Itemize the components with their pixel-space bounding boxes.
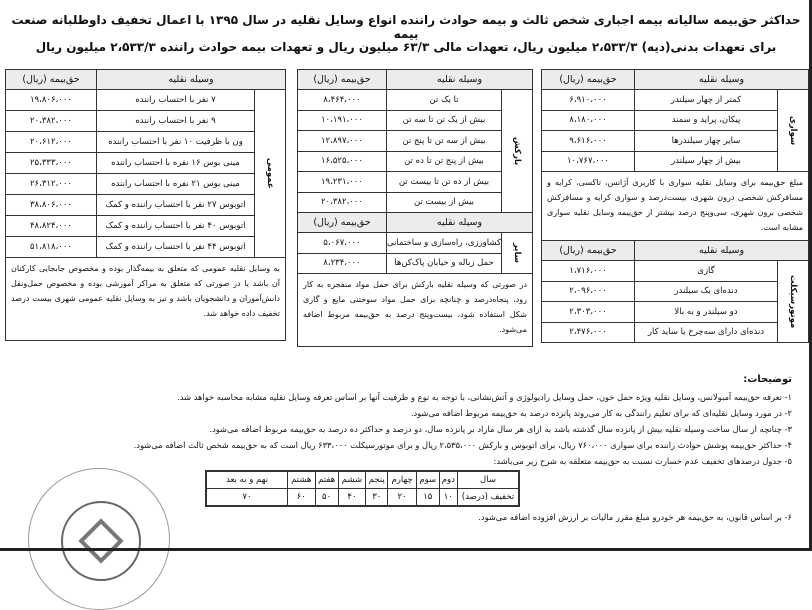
- premium-cell: ۳۸،۸۰۶،۰۰۰: [6, 195, 97, 216]
- premium-cell: ۱۶،۵۲۵،۰۰۰: [298, 151, 387, 172]
- table-row: [6, 237, 286, 258]
- column-header-premium: حق‌بیمه (ریال): [542, 70, 635, 90]
- discount-value: ۵۰: [315, 489, 338, 507]
- year-header: ششم: [338, 471, 366, 489]
- group-label: موتورسیکلت: [778, 261, 809, 343]
- premium-cell: ۱۹،۲۳۱،۰۰۰: [298, 172, 387, 193]
- premium-cell: ۲۶،۳۱۲،۰۰۰: [6, 174, 97, 195]
- group-label: سواری: [778, 90, 809, 172]
- column-header-vehicle: وسیله نقلیه: [635, 70, 809, 90]
- table-row: [6, 132, 286, 153]
- table-row: [542, 261, 809, 282]
- year-header: نهم و به بعد: [206, 471, 288, 489]
- premium-cell: ۲۵،۳۳۳،۰۰۰: [6, 153, 97, 174]
- note-item-5: ۵- جدول درصدهای تخفیف عدم خسارت نسبت به حق‌بیمه متعلقه به شرح زیر می‌باشد:: [493, 456, 792, 466]
- vehicle-cell: بیش از یک تن تا سه تن: [387, 110, 502, 131]
- table-row: [6, 153, 286, 174]
- discount-value: ۶۰: [288, 489, 316, 507]
- premium-cell: ۸،۴۶۴،۰۰۰: [298, 90, 387, 111]
- vehicle-cell: دنده‌ای دارای سه‌چرخ یا ساید کار: [635, 322, 778, 343]
- vehicle-cell: کشاورزی، راه‌سازی و ساختمانی: [387, 233, 502, 254]
- title-line-2: برای تعهدات بدنی(دیه) ۲،۵۳۳/۳ میلیون ریال، تعهدات مالی ۶۳/۳ میلیون ریال و تعهدات بیمه حوادث راننده ۲،۵۳۳/۳ میلیون ریال: [35, 40, 777, 54]
- table-row: [6, 90, 286, 111]
- vehicle-cell: اتوبوس ۴۴ نفر با احتساب راننده و کمک: [97, 237, 255, 258]
- table-row: [542, 131, 809, 152]
- table-row: [542, 302, 809, 323]
- vehicle-cell: دنده‌ای یک سیلندر: [635, 281, 778, 302]
- central-insurance-logo: [28, 468, 170, 610]
- table-row: [6, 195, 286, 216]
- premium-cell: ۲،۰۹۶،۰۰۰: [542, 281, 635, 302]
- table-row: [298, 233, 533, 254]
- vehicle-cell: پیکان، پراید و سمند: [635, 110, 778, 131]
- table-row: [298, 253, 533, 274]
- year-header: هشتم: [288, 471, 316, 489]
- discount-value: ۲۰: [388, 489, 417, 507]
- discount-value: ۴۰: [338, 489, 366, 507]
- table-row: [542, 90, 809, 111]
- discount-value: ۱۵: [416, 489, 439, 507]
- premium-cell: ۲۰،۳۸۲،۰۰۰: [6, 111, 97, 132]
- column-header-premium: حق‌بیمه (ریال): [6, 70, 97, 90]
- vehicle-cell: حمل زباله و خیابان پاک‌کن‌ها: [387, 253, 502, 274]
- vehicle-cell: ون با ظرفیت ۱۰ نفر با احتساب راننده: [97, 132, 255, 153]
- public-vehicle-table: [5, 69, 286, 341]
- note-item-2: ۲- در مورد وسایل نقلیه‌ای که برای تعلیم رانندگی به کار می‌روند پانزده درصد به حق‌بیمه مربوط اضافه می‌شود.: [410, 408, 792, 418]
- vehicle-cell: مینی بوس ۲۱ نفره با احتساب راننده: [97, 174, 255, 195]
- table-row: [6, 111, 286, 132]
- premium-cell: ۱،۷۱۶،۰۰۰: [542, 261, 635, 282]
- note-item-4: ۴- حداکثر حق‌بیمه پوشش حوادث راننده برای سواری ۷۶۰،۰۰۰ ریال، برای اتوبوس و بارکش ۲،۵۳۵،۰۰۰ ریال و برای موتورسیکلت ۶۳۳،۰۰۰ ریال است که به حق‌بیمه شخص ثالث اضافه می‌شود.: [133, 440, 792, 450]
- table-row: [6, 216, 286, 237]
- vehicle-cell: اتوبوس ۴۰ نفر با احتساب راننده و کمک: [97, 216, 255, 237]
- premium-cell: ۲۰،۶۱۲،۰۰۰: [6, 132, 97, 153]
- note-item-6: ۶- بر اساس قانون، به حق‌بیمه هر خودرو مبلغ مقرر مالیات بر ارزش افزوده اضافه می‌شود.: [478, 512, 792, 522]
- no-claim-discount-table: [205, 470, 520, 507]
- note-item-1: ۱- تعرفه حق‌بیمه آمبولانس، وسایل نقلیه ویژه حمل خون، حمل وسایل رادیولوژی و آتش‌نشانی، با توجه به نوع و ظرفیت آنها بر اساس تعرفه وسایل نقلیه مشابه محاسبه خواهد شد.: [177, 392, 792, 402]
- premium-cell: ۴۸،۸۲۴،۰۰۰: [6, 216, 97, 237]
- group-label: سایر: [502, 233, 533, 274]
- column-header-vehicle: وسیله نقلیه: [387, 213, 533, 233]
- column-header-vehicle: وسیله نقلیه: [387, 70, 533, 90]
- table-row: [298, 110, 533, 131]
- premium-cell: ۵۱،۸۱۸،۰۰۰: [6, 237, 97, 258]
- table-row: [542, 322, 809, 343]
- vehicle-cell: بیش از چهار سیلندر: [635, 151, 778, 172]
- premium-cell: ۱۹،۸۰۶،۰۰۰: [6, 90, 97, 111]
- section-note: در صورتی که وسیله نقلیه بارکش برای حمل مواد منفجره به کار رود، پنجاه‌درصد و چنانچه برای حمل مواد سوختنی مایع و گازی شکل استفاده شود، بیست‌وپنج درصد به حق‌بیمه مربوط اضافه می‌شود.: [298, 274, 533, 347]
- section-note: به وسایل نقلیه عمومی که متعلق به بیمه‌گذار بوده و مخصوص جابجایی کارکنان آن باشد یا در صورتی که متعلق به مراکز آموزشی بوده و مخصوص حمل‌ونقل دانش‌آموزان و دانشجویان باشد و نیز به وسایل نقلیه عمومی شهری بیست درصد تخفیف داده خواهد شد.: [6, 258, 286, 341]
- table-row: [6, 174, 286, 195]
- discount-label: تخفیف (درصد): [458, 489, 520, 507]
- notes-heading: توضیحات:: [743, 374, 792, 385]
- table-row: [298, 172, 533, 193]
- premium-cell: ۵،۰۶۷،۰۰۰: [298, 233, 387, 254]
- vehicle-cell: ۹ نفر با احتساب راننده: [97, 111, 255, 132]
- column-header-premium: حق‌بیمه (ریال): [298, 213, 387, 233]
- premium-cell: ۲،۳۰۳،۰۰۰: [542, 302, 635, 323]
- year-header: پنجم: [366, 471, 388, 489]
- vehicle-cell: کمتر از چهار سیلندر: [635, 90, 778, 111]
- vehicle-cell: اتوبوس ۲۷ نفر با احتساب راننده و کمک: [97, 195, 255, 216]
- vehicle-cell: بیش از سه تن تا پنج تن: [387, 131, 502, 152]
- vehicle-cell: بیش از ده تن تا بیست تن: [387, 172, 502, 193]
- year-header: سوم: [416, 471, 439, 489]
- vehicle-cell: دو سیلندر و به بالا: [635, 302, 778, 323]
- section-note: مبلغ حق‌بیمه برای وسایل نقلیه سواری با کاربری آژانس، تاکسی، کرایه و مسافرکش شخصی درون شهری، بیست‌درصد و سواری کرایه و مسافرکش شخصی برون شهری، سی‌وپنج درصد بیشتر از حق‌بیمه وسایل نقلیه سواری مشابه است.: [542, 172, 809, 241]
- year-label: سال: [458, 471, 520, 489]
- premium-cell: ۸،۱۸۰،۰۰۰: [542, 110, 635, 131]
- year-header: هفتم: [315, 471, 338, 489]
- table-row: [542, 110, 809, 131]
- premium-cell: ۸،۲۳۴،۰۰۰: [298, 253, 387, 274]
- column-header-premium: حق‌بیمه (ریال): [542, 241, 635, 261]
- discount-value: ۷۰: [206, 489, 288, 507]
- discount-value: ۳۰: [366, 489, 388, 507]
- group-label: عمومی: [255, 90, 286, 258]
- year-header: دوم: [439, 471, 457, 489]
- premium-cell: ۲،۴۷۶،۰۰۰: [542, 322, 635, 343]
- vehicle-cell: گازی: [635, 261, 778, 282]
- group-label: بارکش: [502, 90, 533, 213]
- year-header: چهارم: [388, 471, 417, 489]
- discount-value: ۱۰: [439, 489, 457, 507]
- vehicle-cell: سایر چهار سیلندرها: [635, 131, 778, 152]
- table-row: [542, 281, 809, 302]
- vehicle-cell: بیش از پنج تن تا ده تن: [387, 151, 502, 172]
- note-item-3: ۳- چنانچه از سال ساخت وسیله نقلیه بیش از پانزده سال گذشته باشد به ازای هر سال مازاد بر پانزده سال، دو درصد و حداکثر ده درصد به حق‌بیمه مربوط اضافه می‌شود.: [209, 424, 792, 434]
- column-header-vehicle: وسیله نقلیه: [635, 241, 809, 261]
- vehicle-cell: مینی بوس ۱۶ نفره با احتساب راننده: [97, 153, 255, 174]
- premium-cell: ۹،۶۱۶،۰۰۰: [542, 131, 635, 152]
- premium-cell: ۶،۹۱۰،۰۰۰: [542, 90, 635, 111]
- premium-cell: ۱۲،۸۹۷،۰۰۰: [298, 131, 387, 152]
- truck-other-table: [297, 69, 533, 347]
- column-header-premium: حق‌بیمه (ریال): [298, 70, 387, 90]
- table-row: [298, 90, 533, 111]
- vehicle-cell: ۷ نفر با احتساب راننده: [97, 90, 255, 111]
- premium-cell: ۱۰،۱۹۱،۰۰۰: [298, 110, 387, 131]
- vehicle-cell: تا یک تن: [387, 90, 502, 111]
- sedan-motorcycle-table: [541, 69, 809, 343]
- premium-cell: ۱۰،۷۶۷،۰۰۰: [542, 151, 635, 172]
- table-row: [298, 192, 533, 213]
- notes-section: [2, 374, 792, 469]
- table-row: [298, 131, 533, 152]
- column-header-vehicle: وسیله نقلیه: [97, 70, 286, 90]
- premium-cell: ۲۰،۳۸۲،۰۰۰: [298, 192, 387, 213]
- vehicle-cell: بیش از بیست تن: [387, 192, 502, 213]
- table-row: [298, 151, 533, 172]
- table-row: [542, 151, 809, 172]
- title-line-1: حداکثر حق‌بیمه سالیانه بیمه اجباری شخص ثالث و بیمه حوادث راننده انواع وسایل نقلیه در سال ۱۳۹۵ با اعمال تخفیف داوطلبانه صنعت بیمه: [11, 13, 801, 41]
